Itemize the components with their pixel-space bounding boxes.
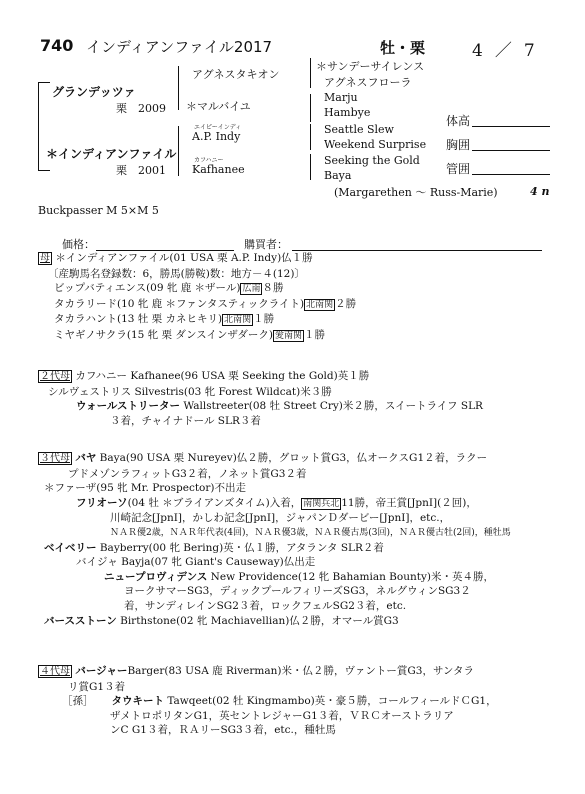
inbreeding: Buckpasser M 5×M 5 (38, 204, 159, 217)
descendant-record: Tawqeet(02 牡 Kingmambo)英・豪５勝，コールフィールドＣG1， (164, 695, 497, 708)
descendant-record: ザメトロポリタンG1，英セントレジャーG1３着，ＶＲＣオーストラリア (110, 709, 454, 722)
pedigree-bracket (38, 82, 39, 170)
third-dam-line: Baya(90 USA 栗 Nureyev)仏２勝，グロット賞G3，仏オークスG1２着，ラクー (96, 452, 488, 464)
dam-info: 栗 2001 (116, 164, 166, 177)
highlight-horse: ベイベリー (44, 541, 97, 554)
sire-dam: ＊マルバイユ (186, 100, 251, 113)
descendant-record: New Providence(12 牝 Bahamian Bounty)米・英４勝， (207, 570, 494, 583)
pedigree-bracket (310, 124, 311, 150)
foaling-date (472, 36, 537, 61)
horse-name: インディアンファイル2017 (86, 38, 273, 56)
third-dam-tag: ３代母 (40, 453, 70, 464)
racing-region-badge: 広南 (242, 284, 261, 295)
ss-dam: アグネスフローラ (324, 76, 412, 89)
highlight-horse: フリオーソ (76, 496, 128, 509)
highlight-horse: バヤ (75, 452, 97, 464)
descendant-record: 川崎記念[JpnⅠ]，かしわ記念[JpnⅠ]，ジャパンＤダービー[JpnⅠ]，etc.， (110, 512, 451, 525)
progeny-name: タカラリード(10 牝 鹿 ＊ファンタスティックライト) (54, 297, 305, 310)
racing-region-badge: 北南関 (306, 299, 334, 310)
highlight-horse: バースストーン (44, 614, 117, 627)
dam-line: ＊インディアンファイル(01 USA 栗 A.P. Indy)仏１勝 (55, 252, 313, 264)
third-dam-line-cont: プドメゾンラフィットG3２着，ノネット賞G3２着 (68, 467, 307, 480)
highlight-horse: バージャー (75, 665, 128, 677)
chest-label: 胸囲 (446, 138, 471, 152)
racing-region-badge: 北南関 (224, 315, 252, 326)
fourth-dam-section (38, 664, 558, 738)
sd-dam: Hambye (324, 106, 371, 119)
dd-parents: (Margarethen ～ Russ-Marie) (334, 186, 498, 199)
progeny-row (38, 312, 558, 328)
racing-region-badge: 南関兵北 (303, 498, 340, 509)
date-slash: ／ (494, 41, 514, 61)
highlight-horse: タウキート (111, 695, 164, 708)
second-dam-tag: ２代母 (40, 371, 70, 382)
ds-dam: Weekend Surprise (324, 138, 427, 151)
sex-color: 牡・栗 (380, 39, 426, 57)
progeny-row (38, 297, 558, 313)
descendant-record: 11勝，帝王賞[JpnⅠ](２回)， (341, 496, 477, 509)
dam-tag: 母 (40, 253, 50, 264)
lot-number: 740 (40, 36, 74, 55)
progeny-row (38, 281, 558, 297)
descendant-record: ンC G1３着，ＲＡリーSG3３着，etc.，種牡馬 (110, 724, 336, 737)
progeny-row (38, 328, 558, 344)
pedigree-bracket (38, 170, 50, 171)
highlight-horse: ニュープロヴィデンス (104, 570, 208, 583)
progeny-wins: １勝 (253, 313, 275, 326)
cannon-label: 管囲 (446, 162, 471, 176)
ds-sire: Seattle Slew (324, 123, 394, 136)
dam-section (38, 251, 558, 344)
dd-dam: Baya (324, 169, 352, 182)
dam-dam-kana: カフハニー (194, 157, 224, 164)
progeny-name: タカラハント(13 牡 栗 カネヒキリ) (54, 313, 223, 326)
grandchild-tag: ［孫］ (62, 695, 94, 708)
dam-name: ＊インディアンファイル (46, 147, 177, 161)
fourth-dam-line: Barger(83 USA 鹿 Riverman)米・仏２勝，ヴァントー賞G3，サンタラ (127, 665, 475, 677)
sire-info: 栗 2009 (116, 102, 166, 115)
cannon-field[interactable] (472, 174, 550, 175)
height-label: 体高 (446, 114, 471, 128)
dam-sire: A.P. Indy (192, 130, 241, 143)
ss-sire: ＊サンデーサイレンス (316, 60, 425, 73)
pedigree-bracket (310, 94, 311, 122)
descendant-record: ＮＡＲ優2歳，ＮＡＲ年代表(4回)，ＮＡＲ優3歳，ＮＡＲ優古馬(3回)，ＮＡＲ優古牡(2回)，種牡馬 (110, 527, 511, 538)
dd-sire: Seeking the Gold (324, 154, 420, 167)
pedigree-bracket (178, 66, 179, 110)
racing-region-badge: 愛南関 (275, 330, 303, 341)
progeny-wins: ２勝 (335, 297, 357, 310)
descendant-record: Bayberry(00 牝 Bering)英・仏１勝，アタランタ SLR２着 (96, 541, 384, 554)
progeny-wins: ８勝 (262, 282, 284, 295)
descendant-record: Birthstone(02 牝 Machiavellian)仏２勝，オマール賞G3 (116, 614, 399, 627)
family-number: 4 n (530, 185, 550, 198)
chest-field[interactable] (472, 150, 550, 151)
descendant-line: バイジャ Bayja(07 牝 Giant's Causeway)仏出走 (76, 556, 316, 569)
fourth-dam-tag: ４代母 (40, 666, 70, 677)
pedigree-bracket (310, 58, 311, 88)
dam-sire-kana: エイピーインディ (194, 124, 242, 131)
progeny-summary: 〔産駒馬名登録数：6，勝馬(勝鞍)数：地方－４(12)〕 (48, 267, 305, 280)
descendant-record: Wallstreeter(08 牡 Street Cry)米２勝，スイートライフ SLR (180, 400, 483, 413)
pedigree-bracket (38, 82, 50, 83)
fourth-dam-line-cont: リ賞G1３着 (68, 680, 126, 693)
descendant-line: ＊ファーザ(95 牝 Mr. Prospector)不出走 (44, 482, 246, 495)
height-field[interactable] (472, 126, 550, 127)
descendant-record: ヨークサマーSG3，ディックプールフィリーズSG3，ネルグウィンSG3２ (124, 585, 471, 598)
second-dam-line: カフハニー Kafhanee(96 USA 栗 Seeking the Gold)英１勝 (75, 370, 370, 382)
descendant-record: ３着，チャイナドール SLR３着 (110, 414, 261, 427)
descendant-line: シルヴェストリス Silvestris(03 牝 Forest Wildcat)米３勝 (48, 385, 332, 398)
sd-sire: Marju (324, 91, 358, 104)
pedigree-bracket (178, 126, 179, 176)
highlight-horse: ウォールストリーター (76, 400, 181, 413)
progeny-wins: １勝 (304, 328, 326, 341)
progeny-name: ビップバティエンス(09 牝 鹿 ＊ザール) (54, 282, 241, 295)
foaling-month: 4 (472, 41, 485, 61)
dam-dam: Kafhanee (192, 163, 245, 176)
sire-sire: アグネスタキオン (192, 68, 280, 81)
descendant-record: (04 牡 ＊ブライアンズタイム)入着， (127, 496, 302, 509)
progeny-name: ミヤギノサクラ(15 牝 栗 ダンスインザダーク) (54, 328, 273, 341)
pedigree-bracket (310, 154, 311, 180)
sire-name: グランデッツァ (52, 85, 136, 99)
third-dam-section (38, 451, 558, 628)
buyer-label: 購買者： (244, 238, 288, 251)
price-label: 価格： (62, 238, 95, 251)
foaling-day: 7 (523, 41, 537, 61)
second-dam-section (38, 369, 558, 428)
descendant-record: 着，サンディレインSG2３着，ロックフェルSG2３着，etc. (124, 599, 407, 612)
